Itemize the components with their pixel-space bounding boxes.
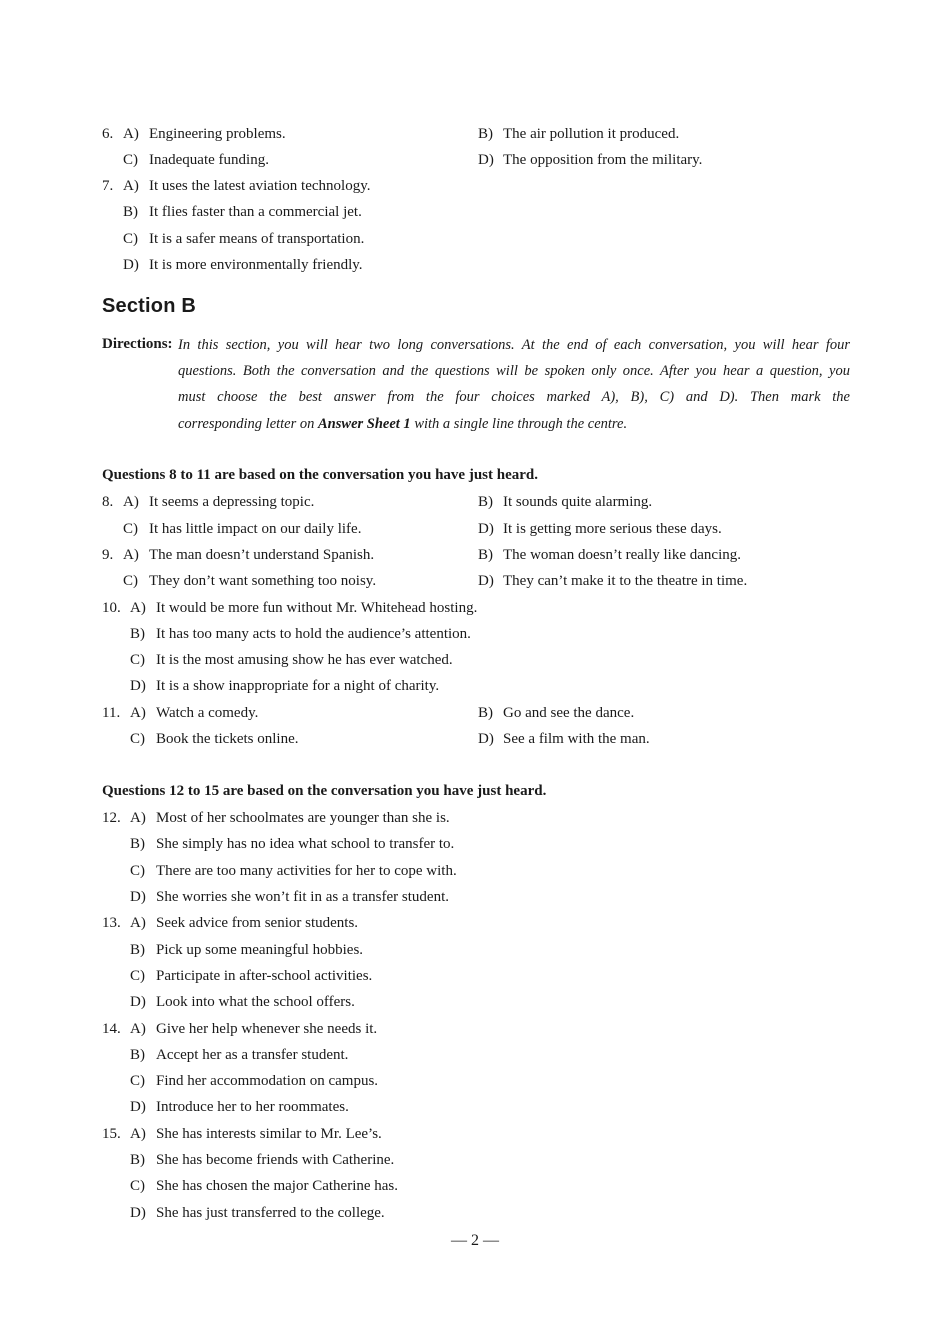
group-heading: Questions 12 to 15 are based on the conversation you have just heard.	[102, 783, 547, 799]
option-text: Pick up some meaningful hobbies.	[156, 942, 364, 958]
answer-sheet-emphasis: Answer Sheet 1	[318, 416, 411, 432]
option-letter: A)	[130, 810, 146, 826]
option-text: She has chosen the major Catherine has.	[156, 1178, 399, 1194]
option-text: She has interests similar to Mr. Lee’s.	[156, 1126, 382, 1142]
option-text: The woman doesn’t really like dancing.	[503, 547, 741, 563]
option-text: It is getting more serious these days.	[503, 521, 722, 537]
option-text: Participate in after-school activities.	[156, 968, 373, 984]
option-text: It is the most amusing show he has ever watched.	[156, 652, 453, 668]
option-letter: C)	[123, 521, 138, 537]
directions-line-3: must choose the best answer from the four choices marked A), B), C) and D). Then mark the	[178, 389, 850, 405]
option-letter: C)	[130, 731, 145, 747]
option-text: They can’t make it to the theatre in time.	[503, 573, 748, 589]
option-letter: A)	[130, 705, 146, 721]
page-number: — 2 —	[451, 1232, 499, 1249]
option-letter: A)	[123, 494, 139, 510]
option-text: She worries she won’t fit in as a transfer student.	[156, 889, 449, 905]
option-letter: C)	[130, 652, 145, 668]
option-text: It has too many acts to hold the audience’s attention.	[156, 626, 471, 642]
question-number: 7.	[102, 178, 114, 194]
option-text: She has become friends with Catherine.	[156, 1152, 395, 1168]
option-text: It has little impact on our daily life.	[149, 521, 362, 537]
question-number: 14.	[102, 1021, 121, 1037]
option-text: Seek advice from senior students.	[156, 915, 359, 931]
option-letter: C)	[130, 1073, 145, 1089]
option-letter: B)	[130, 836, 145, 852]
question-number: 9.	[102, 547, 114, 563]
question-number: 8.	[102, 494, 114, 510]
option-text: Engineering problems.	[149, 126, 286, 142]
option-text: The man doesn’t understand Spanish.	[149, 547, 375, 563]
question-number: 10.	[102, 600, 121, 616]
option-letter: B)	[478, 126, 493, 142]
option-letter: C)	[123, 573, 138, 589]
option-text: Inadequate funding.	[149, 152, 269, 168]
directions-label: Directions:	[102, 336, 173, 352]
option-letter: B)	[130, 942, 145, 958]
option-letter: C)	[130, 968, 145, 984]
option-text: The air pollution it produced.	[503, 126, 680, 142]
option-text: There are too many activities for her to cope with.	[156, 863, 457, 879]
option-text: Give her help whenever she needs it.	[156, 1021, 378, 1037]
option-letter: D)	[130, 678, 146, 694]
option-letter: B)	[478, 547, 493, 563]
question-number: 15.	[102, 1126, 121, 1142]
option-text: The opposition from the military.	[503, 152, 703, 168]
option-letter: D)	[130, 1099, 146, 1115]
option-letter: D)	[130, 889, 146, 905]
option-letter: A)	[123, 126, 139, 142]
option-letter: B)	[123, 204, 138, 220]
option-text: They don’t want something too noisy.	[149, 573, 377, 589]
option-text: It flies faster than a commercial jet.	[149, 204, 362, 220]
option-text: It sounds quite alarming.	[503, 494, 653, 510]
directions-line-1: In this section, you will hear two long conversations. At the end of each conversation, you will hear four	[178, 337, 850, 353]
option-text: It is a safer means of transportation.	[149, 231, 365, 247]
option-text: See a film with the man.	[503, 731, 650, 747]
option-letter: C)	[130, 863, 145, 879]
option-letter: A)	[123, 547, 139, 563]
option-text: It would be more fun without Mr. Whitehead hosting.	[156, 600, 478, 616]
option-letter: B)	[478, 705, 493, 721]
section-title: Section B	[102, 295, 197, 317]
option-letter: D)	[478, 573, 494, 589]
option-letter: D)	[478, 731, 494, 747]
option-letter: A)	[130, 915, 146, 931]
option-text: Look into what the school offers.	[156, 994, 355, 1010]
option-text: It is a show inappropriate for a night of charity.	[156, 678, 440, 694]
option-letter: A)	[130, 1021, 146, 1037]
option-letter: B)	[130, 1047, 145, 1063]
option-letter: A)	[130, 600, 146, 616]
option-letter: A)	[130, 1126, 146, 1142]
option-letter: D)	[123, 257, 139, 273]
option-text: Book the tickets online.	[156, 731, 299, 747]
option-text: Find her accommodation on campus.	[156, 1073, 379, 1089]
question-number: 12.	[102, 810, 121, 826]
group-heading: Questions 8 to 11 are based on the conversation you have just heard.	[102, 467, 538, 483]
question-number: 13.	[102, 915, 121, 931]
option-letter: B)	[478, 494, 493, 510]
option-text: Go and see the dance.	[503, 705, 635, 721]
option-letter: D)	[478, 152, 494, 168]
option-letter: C)	[123, 152, 138, 168]
directions-line-2: questions. Both the conversation and the questions will be spoken only once. After you hear a question, you	[178, 363, 850, 379]
option-text: She simply has no idea what school to transfer to.	[156, 836, 455, 852]
option-text: She has just transferred to the college.	[156, 1205, 385, 1221]
option-letter: B)	[130, 1152, 145, 1168]
option-letter: D)	[130, 1205, 146, 1221]
option-letter: D)	[478, 521, 494, 537]
option-letter: A)	[123, 178, 139, 194]
option-letter: C)	[130, 1178, 145, 1194]
option-letter: B)	[130, 626, 145, 642]
option-text: It uses the latest aviation technology.	[149, 178, 371, 194]
question-number: 6.	[102, 126, 114, 142]
directions-line-4: corresponding letter on Answer Sheet 1 with a single line through the centre.	[178, 416, 628, 432]
option-letter: C)	[123, 231, 138, 247]
option-text: Watch a comedy.	[156, 705, 259, 721]
question-number: 11.	[102, 705, 121, 721]
option-text: It seems a depressing topic.	[149, 494, 315, 510]
option-text: Introduce her to her roommates.	[156, 1099, 349, 1115]
option-text: Accept her as a transfer student.	[156, 1047, 349, 1063]
option-text: It is more environmentally friendly.	[149, 257, 363, 273]
option-letter: D)	[130, 994, 146, 1010]
option-text: Most of her schoolmates are younger than she is.	[156, 810, 450, 826]
